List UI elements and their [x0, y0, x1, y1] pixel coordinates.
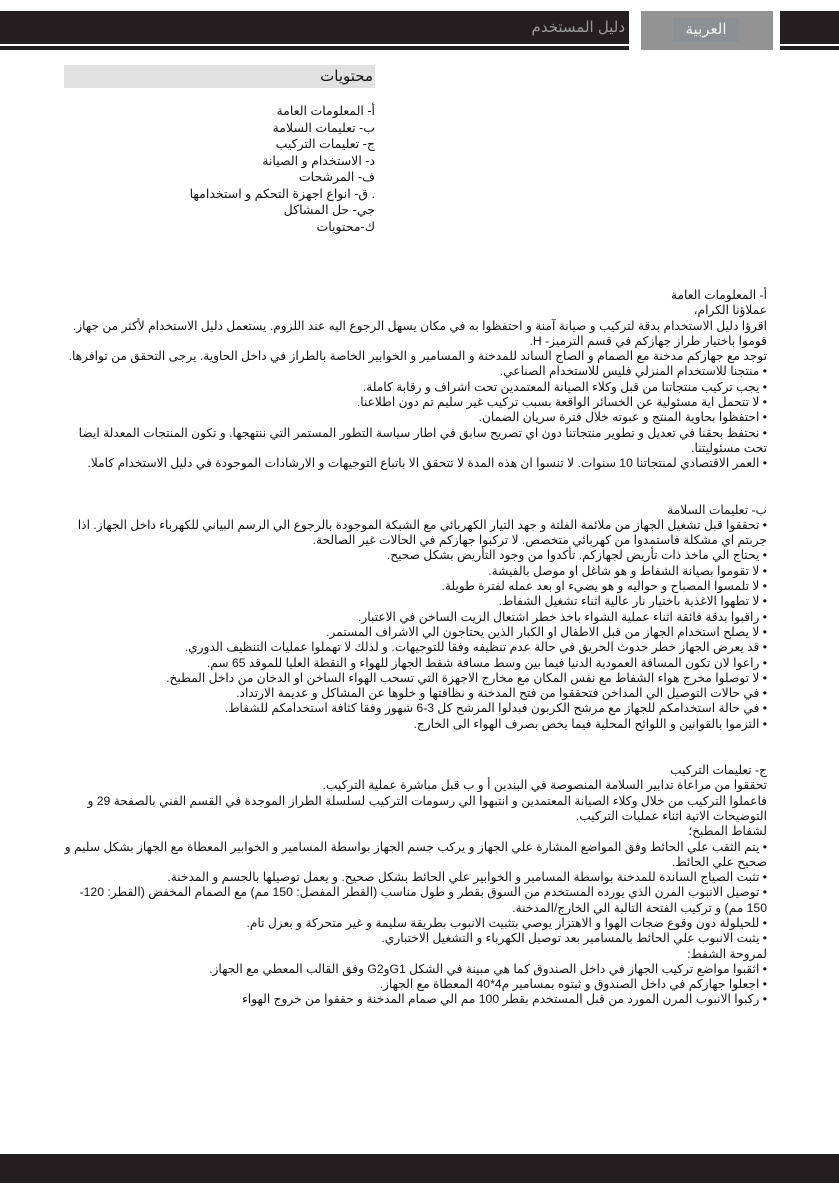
- section-title: ب- تعليمات السلامة: [667, 502, 767, 517]
- bullet-item: • لا تقوموا بصيانة الشفاط و هو شاغل او موصل بالفيشة.: [60, 564, 767, 579]
- bullet-item: • ركبوا الانبوب المرن المورد من قبل المستخدم بقطر 100 مم الي صمام المدخنة و حققوا من خروج الهواء: [60, 992, 767, 1007]
- bullet-item: • راقبوا بدقة فائقة اثناء عملية الشواء باخذ خطر اشتعال الزيت الساخن في الاعتبار.: [60, 610, 767, 625]
- subheading-kitchen-hood: لشفاط المطبخ؛: [688, 824, 767, 839]
- bullet-item: • لا تلمسوا المصباح و حواليه و هو يضيء او بعد عمله لفترة طويلة.: [60, 579, 767, 594]
- bullet-item: • العمر الاقتصادي لمنتجاتنا 10 سنوات. لا تنسوا ان هذه المدة لا تتحقق الا باتباع التوجيهات و الارشادات الموجودة في دليل الاستخدام كاملا.: [60, 456, 767, 471]
- bullet-item: • تثبت الصياج الساندة للمدخنة بواسطة المسامير و الخوابير علي الحائط بشكل صحيح. و يعمل توصيلها بالجسم و المدخنة.: [60, 870, 767, 885]
- section-general-information: [60, 288, 767, 472]
- toc-item: ف- المرشحات: [298, 170, 375, 184]
- language-tab: [641, 11, 773, 50]
- subheading-exhaust-fan: لمروحة الشفط:: [687, 946, 767, 961]
- section-title: أ- المعلومات العامة: [670, 288, 767, 302]
- toc-item: د- الاستخدام و الصيانة: [262, 153, 375, 168]
- bullet-item: • يجب تركيب منتجاتنا من قبل وكلاء الصيانة المعتمدين تحت اشراف و رقابة كاملة.: [60, 380, 767, 395]
- paragraph: فاعملوا التركيب من خلال وكلاء الصيانة المعتمدين و انتبهوا الي رسومات التركيب لسلسلة الطراز الموجدة في القسم الفني بالصفحة 29 و التوضيحات الاتية اثناء عمليات التركيب.: [87, 793, 767, 823]
- bullet-item: • نحتفظ بحقنا في تعديل و تطوير منتجاتنا دون اي تصريح سابق في اطار سياسة التطور المستمر التي ننتهجها. و تكون المنتجات المعدلة ايضا تحت مسئوليتنا.: [60, 426, 767, 457]
- bullet-item: • التزموا بالقوانين و اللوائح المحلية فيما يخص بصرف الهواء الى الخارج.: [60, 717, 767, 732]
- toc-item: أ- المعلومات العامة: [276, 104, 375, 118]
- paragraph: توجد مع جهازكم مدخنة مع الصمام و الصاج الساند للمدخنة و المسامير و الخوابير الخاصة بالطراز في داخل الحاوية. يرجى التحقق من توافرها.: [68, 349, 767, 364]
- paragraph: اقرؤا دليل الاستخدام بدقة لتركيب و صيانة آمنة و احتفظوا به في مكان يسهل الرجوع اليه عند اللزوم. يستعمل دليل الاستخدام لأكثر من جهاز. قوموا باختيار طراز جهازكم في قسم الترميز- H.: [72, 318, 767, 348]
- bullet-item: • في حالة استخدامكم للجهاز مع مرشح الكربون فبدلوا المرشح كل 3-6 شهور وفقا كثافة استخدامكم للشفاط.: [60, 701, 767, 716]
- bullet-item: • اثقبوا مواضع تركيب الجهاز في داخل الصندوق كما هي مبينة في الشكل G1وG2 وفق القالب المعطي مع الجهاز.: [60, 962, 767, 977]
- bullet-list: [60, 962, 767, 1008]
- bullet-item: • لا يصلح استخدام الجهاز من قبل الاطفال او الكبار الذين يحتاجون الي الاشراف المستمر.: [60, 625, 767, 640]
- bullet-item: • اجعلوا جهازكم في داخل الصندوق و ثبتوه بمسامير م4*40 المعطاة مع الجهاز.: [60, 977, 767, 992]
- toc-item: ب- تعليمات السلامة: [272, 120, 375, 135]
- section-title: ج- تعليمات التركيب: [670, 763, 767, 778]
- toc-item: ك-محتويات: [316, 219, 375, 234]
- section-safety-instructions: [60, 503, 767, 732]
- toc-item: ج- تعليمات التركيب: [275, 137, 375, 151]
- bullet-list: [60, 364, 767, 471]
- toc-item: جي- حل المشاكل: [283, 203, 375, 217]
- header-bar-right: [780, 11, 839, 44]
- greeting: عملاؤنا الكرام،: [693, 303, 767, 318]
- header-underline-strip-right: [780, 46, 839, 50]
- bullet-list: [60, 840, 767, 947]
- toc-item: . ق- انواع اجهزة التحكم و استخدامها: [189, 186, 375, 201]
- bullet-item: • في حالات التوصيل الي المداخن فتحققوا من فتح المدخنة و نظافتها و خلوها عن المشاكل و عديمة الارتداد.: [60, 686, 767, 701]
- bullet-item: • توصيل الانبوب المرن الذي يورده المستخدم من السوق بقطر و طول مناسب (القطر المفضل: 150 مم) مع الصمام المخفض (القطر: 120-150 مم) و تركيب الفتحة التالية الي الخارج/المدخنة.: [60, 885, 767, 916]
- header-underline-strip: [0, 46, 629, 50]
- bullet-item: • لا توصلوا مخرج هواء الشفاط مع نفس المكان مع مخارج الاجهزة التي تسحب الهواء الساخن او الدخان من داخل المطبخ.: [60, 671, 767, 686]
- bullet-item: • تحققوا قبل تشغيل الجهاز من ملائمة الفلتة و جهد التيار الكهربائي مع الشبكة الموجودة بالرجوع الي الرسم البياني للكهرباء داخل الجهاز. اذا جربتم اي مشكلة فاستمدوا من كهربائي متخصص. لا تركبوا جهازكم في الحالات غير الصالحة.: [60, 518, 767, 549]
- bullet-item: • لا تطهوا الاغذية باختيار نار عالية اثناء تشغيل الشفاط.: [60, 594, 767, 609]
- bullet-item: • يتم الثقب علي الحائط وفق المواضع المشارة علي الجهاز و يركب جسم الجهاز بواسطة المسامير و الخوابير المعطاة مع الجهاز بشكل سليم و صحيح علي الحائط.: [60, 840, 767, 871]
- document-body: [60, 288, 767, 1008]
- language-label: العربية: [673, 18, 739, 42]
- bullet-item: • قد يعرض الجهاز خطر حدوث الحريق في حالة عدم تنظيفه وفقا للتوجيهات. و لذلك لا تهملوا عمليات التنظيف الدوري.: [60, 640, 767, 655]
- paragraph: تحققوا من مراعاة تدابير السلامة المنصوصة في البندين أ و ب قبل مباشرة عملية التركيب.: [322, 778, 767, 793]
- bullet-item: • منتجنا للاستخدام المنزلي فليس للاستخدام الصناعي.: [60, 364, 767, 379]
- toc-list: [189, 103, 375, 235]
- bullet-item: • راعوا لان تكون المسافة العمودية الدنيا فيما بين وسط مسافة شفط الجهاز للهواء و النقطة العليا للموقد 65 سم.: [60, 656, 767, 671]
- toc-heading: محتويات: [64, 65, 375, 88]
- bullet-item: • لا تتحمل اية مسئولية عن الخسائر الواقعة بسبب تركيب غير سليم تم دون اطلاعنا.: [60, 395, 767, 410]
- footer-bar: [0, 1154, 839, 1183]
- bullet-item: • احتفظوا بحاوية المنتج و عبوته خلال فترة سريان الضمان.: [60, 410, 767, 425]
- document-title: دليل المستخدم: [531, 19, 625, 36]
- bullet-list: [60, 518, 767, 732]
- bullet-item: • يحتاج الي ماخذ ذات تأريض لجهازكم. تأكدوا من وجود التأريض بشكل صحيح.: [60, 548, 767, 563]
- bullet-item: • يثبت الانبوب علي الحائط بالمسامير بعد توصيل الكهرباء و التشغيل الاختباري.: [60, 931, 767, 946]
- bullet-item: • للحيلولة دون وقوع ضجات الهوا و الاهتزاز يوصي بتثبيت الانبوب بطريقة سليمة و غير متحركة و بعزل تام.: [60, 916, 767, 931]
- section-installation-instructions: [60, 763, 767, 1008]
